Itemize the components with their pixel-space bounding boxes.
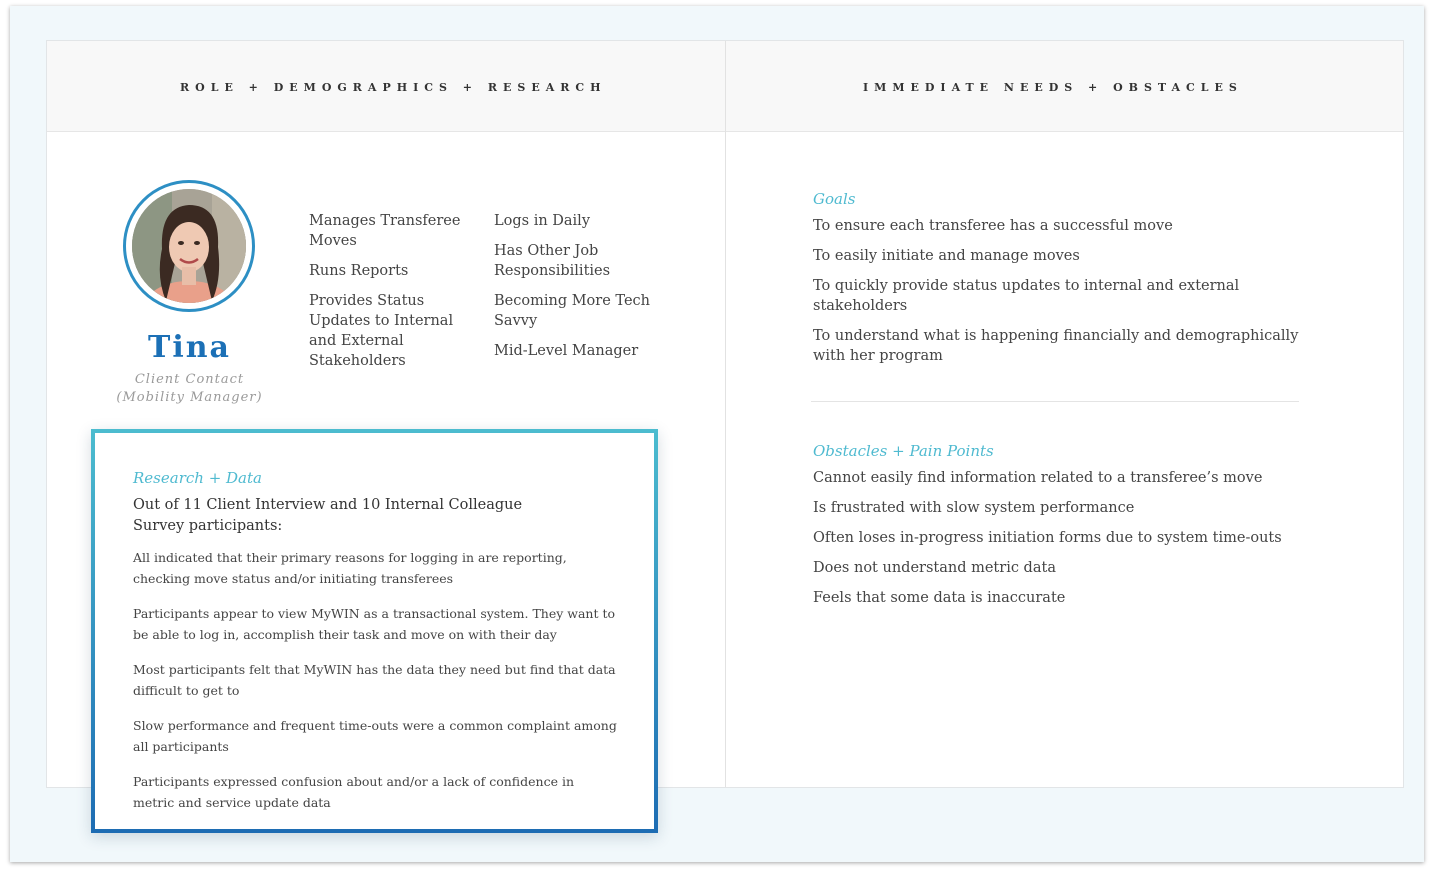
- persona-role-subtitle: (Mobility Manager): [116, 390, 263, 405]
- obstacle-item: Feels that some data is inaccurate: [813, 590, 1066, 606]
- obstacles-label: Obstacles + Pain Points: [813, 442, 994, 460]
- obstacles-section: [813, 442, 1308, 618]
- goals-label: Goals: [813, 190, 856, 208]
- goal-item: To ensure each transferee has a successful move: [813, 218, 1173, 234]
- research-data-box: [91, 429, 658, 833]
- research-finding: Participants appear to view MyWIN as a transactional system. They want to be able to log in, accomplish their task and move on with their day: [133, 606, 616, 642]
- persona-role-title: Client Contact: [134, 372, 245, 387]
- goals-section: [813, 190, 1308, 376]
- attributes-column-1: [309, 211, 479, 381]
- attribute-item: Runs Reports: [309, 263, 409, 279]
- attribute-item: Provides Status Updates to Internal and External Stakeholders: [309, 293, 454, 369]
- person-photo-icon: [132, 189, 246, 303]
- slide-background: [10, 6, 1424, 862]
- research-intro: Out of 11 Client Interview and 10 Internal Colleague Survey participants:: [133, 497, 523, 534]
- attribute-item: Has Other Job Responsibilities: [494, 243, 611, 279]
- attribute-item: Logs in Daily: [494, 213, 591, 229]
- attribute-item: Becoming More Tech Savvy: [494, 293, 650, 329]
- attribute-item: Manages Transferee Moves: [309, 213, 461, 249]
- avatar-photo: [132, 189, 246, 303]
- goal-item: To quickly provide status updates to internal and external stakeholders: [813, 278, 1240, 314]
- attributes-column-2: [494, 211, 694, 371]
- research-finding: Slow performance and frequent time-outs were a common complaint among all participants: [133, 718, 617, 754]
- column-divider: [725, 41, 726, 787]
- research-finding: Participants expressed confusion about and/or a lack of confidence in metric and service update data: [133, 774, 575, 810]
- attribute-item: Mid-Level Manager: [494, 343, 639, 359]
- obstacle-item: Does not understand metric data: [813, 560, 1056, 576]
- obstacle-item: Often loses in-progress initiation forms due to system time-outs: [813, 530, 1282, 546]
- persona-name: Tina: [148, 330, 231, 365]
- research-finding: All indicated that their primary reasons for logging in are reporting, checking move status and/or initiating transferees: [133, 550, 567, 586]
- research-finding: Most participants felt that MyWIN has the data they need but find that data difficult to get to: [133, 662, 616, 698]
- obstacle-item: Cannot easily find information related to a transferee’s move: [813, 470, 1263, 486]
- section-divider: [811, 401, 1299, 402]
- goal-item: To understand what is happening financially and demographically with her program: [813, 328, 1299, 364]
- goal-item: To easily initiate and manage moves: [813, 248, 1080, 264]
- obstacle-item: Is frustrated with slow system performance: [813, 500, 1135, 516]
- persona-role: [83, 371, 296, 407]
- research-data-content: [95, 433, 654, 829]
- avatar: [123, 180, 255, 312]
- heading-immediate-needs-obstacles: IMMEDIATE NEEDS + OBSTACLES: [863, 81, 1243, 94]
- research-label: Research + Data: [133, 469, 262, 487]
- heading-role-demographics-research: ROLE + DEMOGRAPHICS + RESEARCH: [180, 81, 607, 94]
